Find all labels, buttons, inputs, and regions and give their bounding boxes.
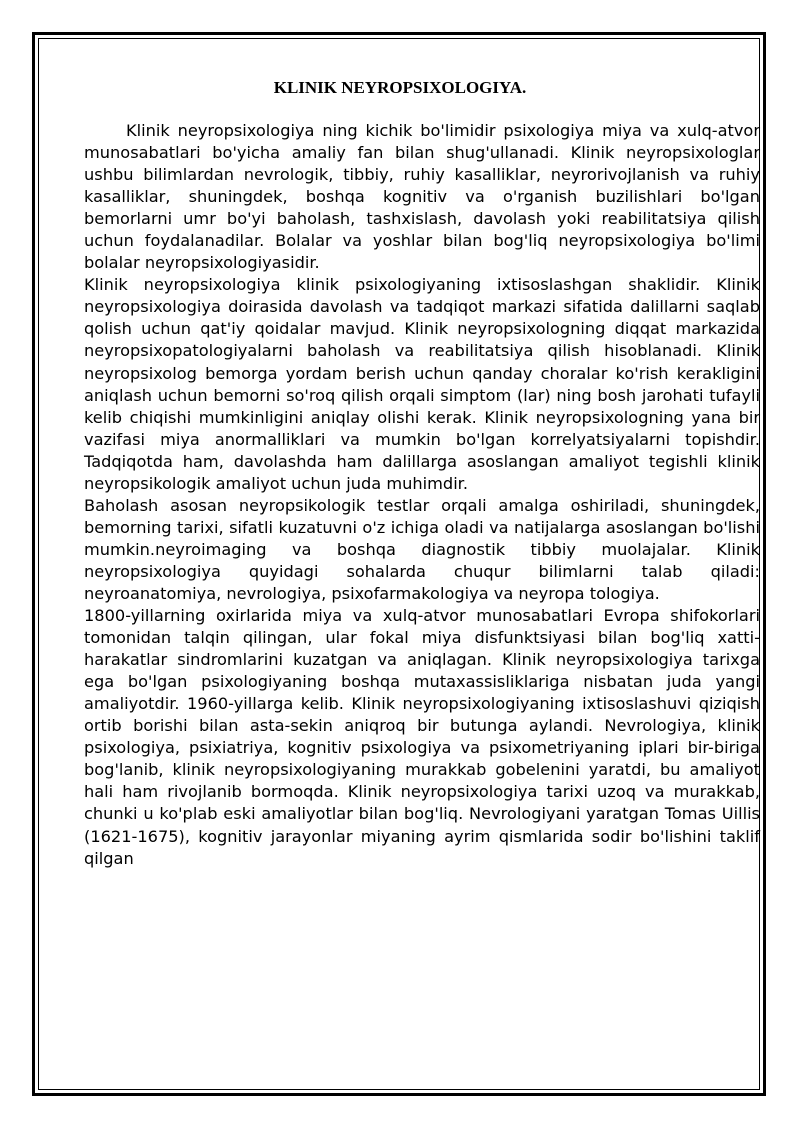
paragraph-clinical-form: Klinik neyropsixologiya klinik psixologiyaning ixtisoslashgan shaklidir. Klinik neyropsixologiya doirasida davolash va tadqiqot markazi sifatida dalillarni saqlab qolish uchun qat'iy qoidalar mavjud. Klinik neyropsixologning diqqat markazida neyropsixopatologiyalarni baholash va reabilitatsiya qilish hisoblanadi. Klinik neyropsixolog bemorga yordam berish uchun qanday choralar ko'rish kerakligini aniqlash uchun bemorni so'roq qilish orqali simptom (lar) ning bosh jarohati tufayli kelib chiqishi mumkinligini aniqlay olishi kerak. Klinik neyropsixologning yana bir vazifasi miya anormalliklari va mumkin bo'lgan korrelyatsiyalarni topishdir. Tadqiqotda ham, davolashda ham dalillarga asoslangan amaliyot tegishli klinik neyropsikologik amaliyot uchun juda muhimdir. (84, 275, 760, 493)
paragraph-history: 1800-yillarning oxirlarida miya va xulq-atvor munosabatlari Evropa shifokorlari tomonidan talqin qilingan, ular fokal miya disfunktsiyasi bilan bog'liq xatti-harakatlar sindromlarini kuzatgan va aniqlagan. Klinik neyropsixologiya tarixga ega bo'lgan psixologiyaning boshqa mutaxassisliklariga nisbatan juda yangi amaliyotdir. 1960-yillarga kelib. Klinik neyropsixologiyaning ixtisoslashuvi qiziqish ortib borishi bilan asta-sekin aniqroq bir butunga aylandi. Nevrologiya, klinik psixologiya, psixiatriya, kognitiv psixologiya va psixometriyaning iplari bir-biriga bog'lanib, klinik neyropsixologiyaning murakkab gobelenini yaratdi, bu amaliyot hali ham rivojlanib bormoqda. Klinik neyropsixologiya tarixi uzoq va murakkab, chunki u ko'plab eski amaliyotlar bilan bog'liq. Nevrologiyani yaratgan Tomas Uillis (1621-1675), kognitiv jarayonlar miyaning ayrim qismlarida sodir bo'lishini taklif qilgan (84, 606, 760, 868)
paragraph-assessment: Baholash asosan neyropsikologik testlar orqali amalga oshiriladi, shuningdek, bemorning tarixi, sifatli kuzatuvni o'z ichiga oladi va natijalarga asoslangan bo'lishi mumkin.neyroimaging va boshqa diagnostik tibbiy muolajalar. Klinik neyropsixologiya quyidagi sohalarda chuqur bilimlarni talab qiladi: neyroanatomiya, nevrologiya, psixofarmakologiya va neyropa tologiya. (84, 495, 760, 603)
document-title: KLINIK NEYROPSIXOLOGIYA. (273, 78, 527, 97)
paragraph-intro: Klinik neyropsixologiya ning kichik bo'limidir psixologiya miya va xulq-atvor munosabatlari bo'yicha amaliy fan bilan shug'ullanadi. Klinik neyropsixologlar ushbu bilimlardan nevrologik, tibbiy, ruhiy kasalliklar, neyrorivojlanish va ruhiy kasalliklar, shuningdek, boshqa kognitiv va o'rganish buzilishlari bo'lgan bemorlarni umr bo'yi baholash, tashxislash, davolash yoki reabilitatsiya qilish uchun foydalanadilar. Bolalar va yoshlar bilan bog'liq neyropsixologiya bo'limi bolalar neyropsixologiyasidir. (84, 121, 760, 273)
document-body (84, 120, 760, 870)
